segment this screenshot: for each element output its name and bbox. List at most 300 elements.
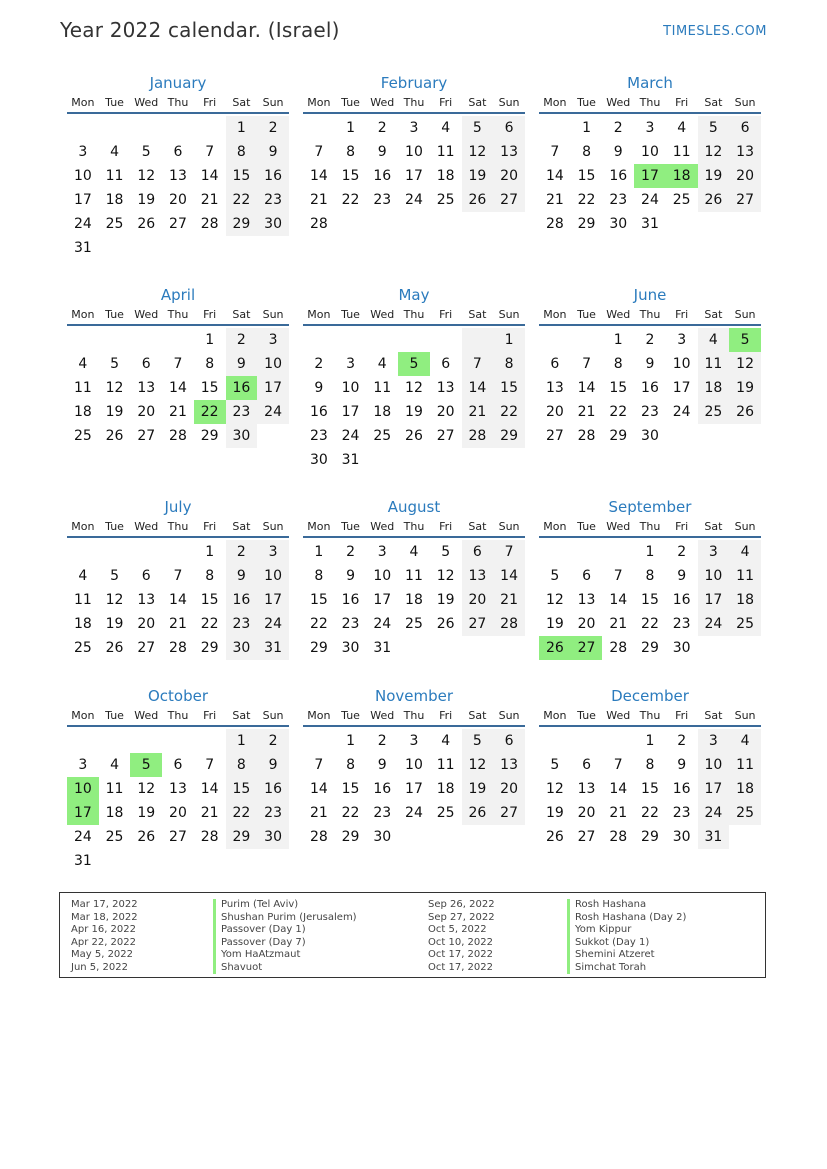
day-cell: 6 — [173, 757, 183, 773]
day-cell: 7 — [173, 568, 183, 584]
day-cell: 5 — [441, 544, 451, 560]
legend-holiday-name: Shemini Atzeret — [567, 949, 686, 962]
day-cell: 10 — [405, 757, 423, 773]
day-cell: 18 — [73, 404, 92, 420]
holiday-day-cell: 26 — [539, 636, 571, 660]
legend-date: Oct 17, 2022 — [428, 949, 493, 960]
day-cell: 13 — [577, 592, 596, 608]
day-cell: 27 — [169, 829, 187, 845]
day-cell: 24 — [698, 801, 730, 825]
day-cell: 14 — [545, 168, 564, 184]
day-cell: 10 — [672, 356, 691, 372]
legend-dates-left — [71, 899, 138, 974]
empty-cell — [99, 236, 131, 260]
empty-cell — [257, 849, 289, 873]
page-title: Year 2022 calendar. (Israel) — [60, 18, 340, 42]
day-cell: 26 — [137, 829, 156, 845]
empty-cell — [162, 328, 194, 352]
day-cell: 19 — [545, 616, 564, 632]
month-september — [539, 494, 761, 683]
empty-cell — [398, 212, 430, 236]
day-cell: 10 — [698, 564, 730, 588]
empty-cell — [729, 424, 761, 448]
day-cell: 1 — [205, 544, 215, 560]
day-cell: 9 — [677, 568, 687, 584]
days-grid — [303, 540, 525, 660]
day-cell: 19 — [698, 164, 730, 188]
day-cell: 10 — [698, 753, 730, 777]
weekday-label: Fri — [439, 709, 453, 722]
day-cell: 3 — [377, 544, 387, 560]
legend-date: Oct 10, 2022 — [428, 936, 493, 948]
empty-cell — [729, 636, 761, 660]
day-cell: 23 — [226, 400, 258, 424]
weekday-label: Wed — [370, 308, 395, 321]
day-cell: 24 — [257, 400, 289, 424]
month-name: February — [380, 74, 448, 92]
day-cell: 22 — [641, 805, 659, 821]
legend-date: Mar 18, 2022 — [71, 911, 138, 923]
weekday-label: Wed — [134, 709, 159, 722]
day-cell: 21 — [169, 404, 187, 420]
empty-cell — [398, 448, 430, 472]
day-cell: 30 — [641, 428, 659, 444]
empty-cell — [539, 540, 571, 564]
day-cell: 7 — [582, 356, 592, 372]
day-cell: 25 — [405, 616, 423, 632]
day-cell: 1 — [582, 120, 592, 136]
day-cell: 2 — [677, 733, 687, 749]
empty-cell — [729, 212, 761, 236]
empty-cell — [303, 328, 335, 352]
day-cell: 3 — [698, 540, 730, 564]
day-cell: 29 — [341, 829, 360, 845]
empty-cell — [130, 849, 162, 873]
legend-holiday-name: Simchat Torah — [567, 962, 686, 975]
weekday-label: Tue — [105, 520, 124, 533]
empty-cell — [67, 729, 99, 753]
day-cell: 9 — [377, 757, 387, 773]
weekday-label: Sun — [498, 96, 520, 109]
weekday-label: Mon — [543, 520, 567, 533]
day-cell: 21 — [200, 805, 219, 821]
month-march — [539, 70, 761, 282]
day-cell: 27 — [436, 428, 455, 444]
empty-cell — [366, 212, 398, 236]
day-cell: 23 — [257, 801, 289, 825]
weekday-label: Mon — [307, 308, 331, 321]
holiday-day-cell: 5 — [130, 753, 162, 777]
empty-cell — [67, 540, 99, 564]
day-cell: 12 — [137, 168, 156, 184]
holiday-day-cell: 18 — [666, 164, 698, 188]
legend-holiday-name: Rosh Hashana (Day 2) — [567, 912, 686, 925]
day-cell: 15 — [341, 168, 360, 184]
legend-dates-right — [428, 899, 495, 974]
day-cell: 24 — [641, 192, 659, 208]
day-cell: 4 — [729, 729, 761, 753]
days-grid — [67, 116, 289, 260]
day-cell: 21 — [462, 400, 494, 424]
days-grid — [303, 729, 525, 849]
weekday-label: Fri — [675, 96, 689, 109]
weekday-label: Sun — [262, 520, 284, 533]
day-cell: 23 — [373, 192, 392, 208]
day-cell: 3 — [677, 332, 687, 348]
day-cell: 20 — [462, 588, 494, 612]
day-cell: 25 — [73, 640, 92, 656]
weekday-label: Tue — [577, 520, 596, 533]
weekday-label: Tue — [577, 308, 596, 321]
day-cell: 5 — [141, 144, 151, 160]
day-cell: 28 — [169, 640, 187, 656]
weekday-label: Mon — [543, 709, 567, 722]
day-cell: 30 — [257, 825, 289, 849]
weekday-label: Wed — [134, 96, 159, 109]
empty-cell — [493, 825, 525, 849]
day-cell: 13 — [493, 753, 525, 777]
day-cell: 4 — [409, 544, 419, 560]
day-cell: 28 — [545, 216, 564, 232]
day-cell: 15 — [341, 781, 360, 797]
day-cell: 2 — [314, 356, 324, 372]
day-cell: 10 — [341, 380, 360, 396]
month-december — [539, 683, 761, 872]
day-cell: 2 — [645, 332, 655, 348]
day-cell: 23 — [609, 192, 628, 208]
month-february — [303, 70, 525, 282]
day-cell: 15 — [226, 777, 258, 801]
day-cell: 29 — [226, 212, 258, 236]
legend-holiday-name: Rosh Hashana — [567, 899, 686, 912]
empty-cell — [67, 116, 99, 140]
day-cell: 28 — [309, 829, 328, 845]
day-cell: 23 — [672, 805, 691, 821]
day-cell: 28 — [200, 829, 219, 845]
day-cell: 26 — [105, 428, 124, 444]
day-cell: 7 — [493, 540, 525, 564]
day-cell: 7 — [613, 757, 623, 773]
weekday-label: Mon — [307, 96, 331, 109]
day-cell: 1 — [314, 544, 324, 560]
day-cell: 27 — [545, 428, 564, 444]
day-cell: 11 — [105, 168, 124, 184]
day-cell: 8 — [493, 352, 525, 376]
weekday-label: Tue — [341, 308, 360, 321]
day-cell: 27 — [169, 216, 187, 232]
day-cell: 5 — [550, 568, 560, 584]
weekday-label: Thu — [167, 709, 189, 722]
day-cell: 29 — [641, 640, 659, 656]
weekday-label: Fri — [675, 520, 689, 533]
empty-cell — [162, 729, 194, 753]
legend-holiday-name: Shushan Purim (Jerusalem) — [213, 912, 357, 925]
day-cell: 2 — [257, 729, 289, 753]
day-cell: 20 — [493, 164, 525, 188]
day-cell: 1 — [205, 332, 215, 348]
day-cell: 10 — [257, 564, 289, 588]
weekday-label: Fri — [675, 709, 689, 722]
day-cell: 7 — [173, 356, 183, 372]
day-cell: 6 — [582, 757, 592, 773]
day-cell: 6 — [582, 568, 592, 584]
day-cell: 11 — [729, 753, 761, 777]
legend-date: Mar 17, 2022 — [71, 899, 138, 910]
holiday-day-cell: 10 — [67, 777, 99, 801]
weekday-label: Thu — [639, 520, 661, 533]
day-cell: 17 — [405, 168, 423, 184]
day-cell: 3 — [257, 328, 289, 352]
day-cell: 12 — [462, 140, 494, 164]
day-cell: 23 — [341, 616, 360, 632]
weekday-label: Fri — [203, 96, 217, 109]
brand-link[interactable]: TIMESLES.COM — [663, 24, 767, 39]
day-cell: 7 — [205, 757, 215, 773]
day-cell: 12 — [462, 753, 494, 777]
day-cell: 29 — [493, 424, 525, 448]
day-cell: 24 — [698, 612, 730, 636]
day-cell: 14 — [309, 168, 328, 184]
day-cell: 8 — [205, 568, 215, 584]
weekday-label: Thu — [639, 96, 661, 109]
empty-cell — [539, 328, 571, 352]
day-cell: 8 — [314, 568, 324, 584]
day-cell: 4 — [110, 757, 120, 773]
weekday-label: Mon — [71, 308, 95, 321]
empty-cell — [539, 729, 571, 753]
day-cell: 1 — [226, 729, 258, 753]
day-cell: 2 — [677, 544, 687, 560]
day-cell: 20 — [169, 192, 187, 208]
day-cell: 18 — [729, 777, 761, 801]
day-cell: 5 — [698, 116, 730, 140]
day-cell: 30 — [373, 829, 392, 845]
day-cell: 27 — [577, 829, 596, 845]
day-cell: 8 — [645, 568, 655, 584]
empty-cell — [398, 636, 430, 660]
day-cell: 28 — [200, 216, 219, 232]
weekday-label: Wed — [370, 709, 395, 722]
day-cell: 14 — [309, 781, 328, 797]
empty-cell — [99, 540, 131, 564]
empty-cell — [698, 424, 730, 448]
weekday-label: Sat — [704, 308, 723, 321]
day-cell: 9 — [314, 380, 324, 396]
day-cell: 17 — [672, 380, 691, 396]
empty-cell — [571, 540, 603, 564]
day-cell: 14 — [200, 168, 219, 184]
day-cell: 4 — [78, 356, 88, 372]
weekday-label: Fri — [439, 520, 453, 533]
day-cell: 6 — [493, 116, 525, 140]
day-cell: 25 — [73, 428, 92, 444]
day-cell: 5 — [110, 356, 120, 372]
empty-cell — [493, 448, 525, 472]
empty-cell — [162, 236, 194, 260]
day-cell: 30 — [226, 636, 258, 660]
empty-cell — [162, 116, 194, 140]
day-cell: 11 — [405, 568, 423, 584]
day-cell: 12 — [105, 592, 124, 608]
day-cell: 24 — [73, 829, 92, 845]
weekday-label: Sun — [734, 96, 756, 109]
day-cell: 17 — [257, 588, 289, 612]
day-cell: 8 — [346, 144, 356, 160]
day-cell: 15 — [200, 380, 219, 396]
day-cell: 16 — [609, 168, 628, 184]
day-cell: 16 — [672, 592, 691, 608]
day-cell: 23 — [373, 805, 392, 821]
day-cell: 31 — [257, 636, 289, 660]
weekday-label: Mon — [307, 520, 331, 533]
day-cell: 21 — [309, 192, 328, 208]
day-cell: 2 — [226, 540, 258, 564]
weekday-label: Thu — [403, 709, 425, 722]
day-cell: 22 — [641, 616, 659, 632]
day-cell: 17 — [698, 588, 730, 612]
day-cell: 10 — [641, 144, 659, 160]
weekday-label: Wed — [370, 96, 395, 109]
day-cell: 8 — [346, 757, 356, 773]
day-cell: 24 — [672, 404, 691, 420]
day-cell: 3 — [78, 757, 88, 773]
empty-cell — [257, 236, 289, 260]
day-cell: 8 — [226, 140, 258, 164]
weekday-label: Thu — [403, 308, 425, 321]
day-cell: 9 — [645, 356, 655, 372]
weekday-label: Wed — [370, 520, 395, 533]
day-cell: 24 — [373, 616, 392, 632]
day-cell: 25 — [672, 192, 691, 208]
day-cell: 1 — [613, 332, 623, 348]
day-cell: 31 — [373, 640, 392, 656]
day-cell: 10 — [373, 568, 392, 584]
holiday-day-cell: 16 — [226, 376, 258, 400]
weekday-label: Fri — [203, 709, 217, 722]
day-cell: 4 — [441, 120, 451, 136]
weekday-label: Sun — [734, 709, 756, 722]
day-cell: 7 — [314, 757, 324, 773]
weekday-label: Tue — [341, 96, 360, 109]
day-cell: 29 — [577, 216, 596, 232]
day-cell: 9 — [377, 144, 387, 160]
day-cell: 24 — [73, 216, 92, 232]
day-cell: 5 — [462, 116, 494, 140]
day-cell: 23 — [226, 612, 258, 636]
day-cell: 25 — [729, 801, 761, 825]
weekday-header — [303, 707, 525, 727]
empty-cell — [666, 424, 698, 448]
empty-cell — [99, 116, 131, 140]
day-cell: 3 — [78, 144, 88, 160]
day-cell: 2 — [226, 328, 258, 352]
month-january — [67, 70, 289, 282]
day-cell: 14 — [462, 376, 494, 400]
day-cell: 31 — [341, 452, 360, 468]
days-grid — [539, 729, 761, 849]
day-cell: 23 — [309, 428, 328, 444]
weekday-label: Sat — [232, 96, 251, 109]
empty-cell — [303, 729, 335, 753]
month-may — [303, 282, 525, 494]
day-cell: 21 — [609, 805, 628, 821]
weekday-label: Thu — [167, 96, 189, 109]
day-cell: 18 — [729, 588, 761, 612]
day-cell: 21 — [169, 616, 187, 632]
day-cell: 24 — [405, 805, 423, 821]
day-cell: 13 — [137, 592, 156, 608]
day-cell: 13 — [169, 781, 187, 797]
empty-cell — [99, 328, 131, 352]
month-november — [303, 683, 525, 872]
empty-cell — [571, 729, 603, 753]
day-cell: 22 — [341, 805, 360, 821]
day-cell: 22 — [493, 400, 525, 424]
weekday-label: Sat — [232, 308, 251, 321]
empty-cell — [130, 116, 162, 140]
weekday-label: Mon — [71, 709, 95, 722]
day-cell: 30 — [341, 640, 360, 656]
legend-date: Sep 26, 2022 — [428, 899, 495, 910]
day-cell: 18 — [373, 404, 392, 420]
day-cell: 10 — [257, 352, 289, 376]
day-cell: 31 — [73, 853, 92, 869]
day-cell: 26 — [436, 616, 455, 632]
day-cell: 19 — [462, 164, 494, 188]
day-cell: 9 — [257, 140, 289, 164]
day-cell: 23 — [257, 188, 289, 212]
day-cell: 13 — [493, 140, 525, 164]
empty-cell — [226, 849, 258, 873]
day-cell: 3 — [409, 120, 419, 136]
day-cell: 19 — [405, 404, 423, 420]
day-cell: 11 — [73, 592, 92, 608]
day-cell: 2 — [346, 544, 356, 560]
day-cell: 30 — [672, 829, 691, 845]
legend-date: Apr 16, 2022 — [71, 924, 137, 935]
day-cell: 2 — [377, 733, 387, 749]
day-cell: 13 — [462, 564, 494, 588]
weekday-label: Tue — [577, 96, 596, 109]
weekday-label: Mon — [71, 520, 95, 533]
empty-cell — [430, 328, 462, 352]
day-cell: 24 — [257, 612, 289, 636]
day-cell: 13 — [577, 781, 596, 797]
day-cell: 9 — [613, 144, 623, 160]
month-name: August — [387, 498, 441, 516]
weekday-label: Sun — [262, 96, 284, 109]
day-cell: 29 — [641, 829, 659, 845]
day-cell: 3 — [409, 733, 419, 749]
day-cell: 4 — [698, 328, 730, 352]
day-cell: 1 — [645, 733, 655, 749]
month-name: November — [374, 687, 454, 705]
legend-names-right — [567, 899, 686, 974]
day-cell: 27 — [493, 188, 525, 212]
day-cell: 30 — [609, 216, 628, 232]
day-cell: 26 — [545, 829, 564, 845]
day-cell: 26 — [729, 400, 761, 424]
day-cell: 26 — [405, 428, 423, 444]
day-cell: 26 — [462, 801, 494, 825]
empty-cell — [194, 729, 226, 753]
empty-cell — [602, 540, 634, 564]
day-cell: 4 — [78, 568, 88, 584]
day-cell: 18 — [73, 616, 92, 632]
empty-cell — [698, 212, 730, 236]
day-cell: 25 — [373, 428, 392, 444]
empty-cell — [493, 212, 525, 236]
